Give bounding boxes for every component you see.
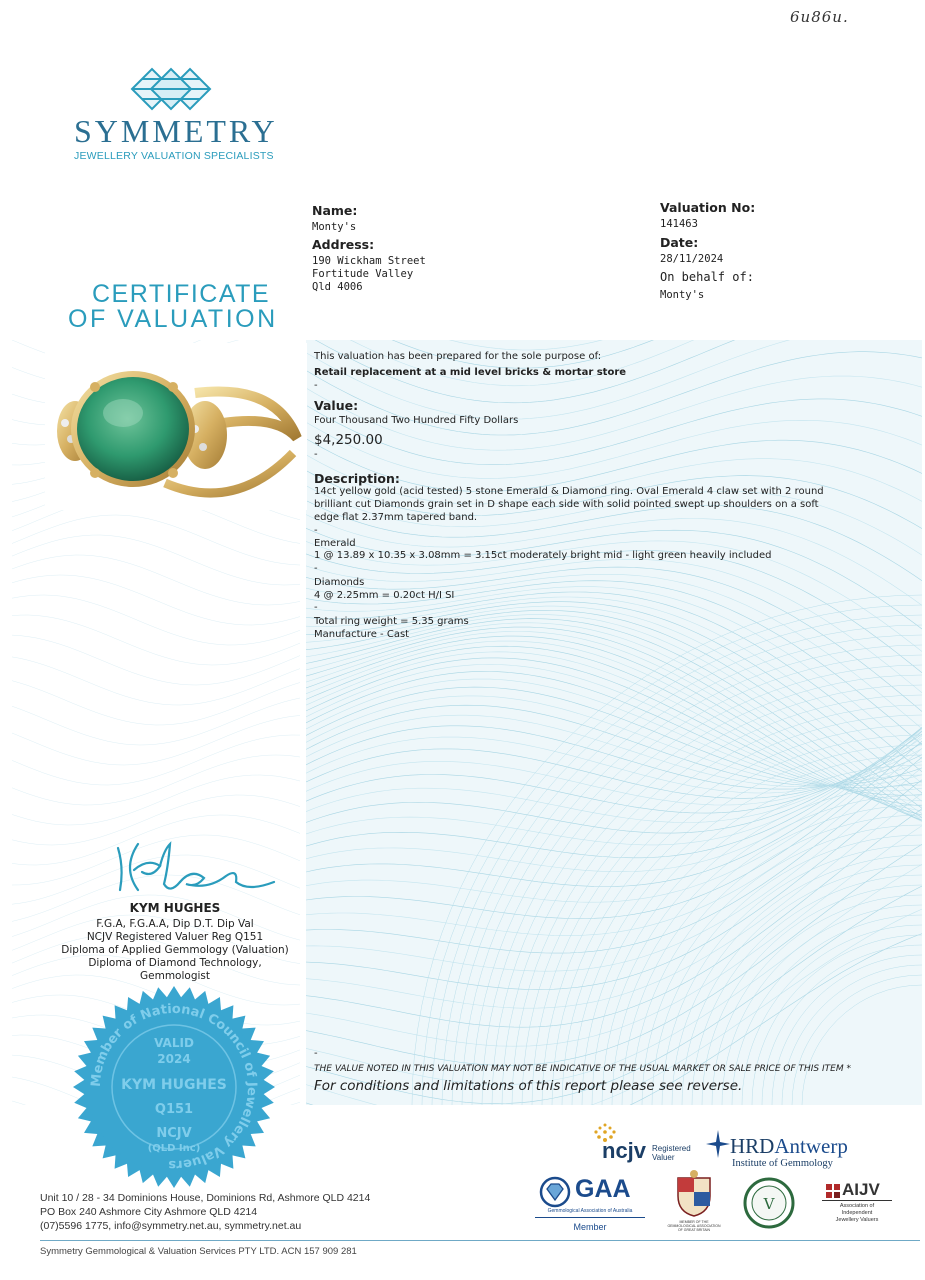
aijv-logo: AIJV Association of Independent Jewellery Valuers <box>822 1180 892 1228</box>
ncjv-seal <box>72 985 276 1189</box>
emerald-detail: 1 @ 13.89 x 10.35 x 3.08mm = 3.15ct moderately bright mid - light green heavily included <box>314 550 772 561</box>
company-line: Symmetry Gemmological & Valuation Services PTY LTD. ACN 157 909 281 <box>40 1246 357 1257</box>
behalf-label: On behalf of: <box>660 270 754 284</box>
value-amount: $4,250.00 <box>314 432 383 448</box>
description-line: edge flat 2.37mm tapered band. <box>314 512 478 523</box>
certificate-subtitle: OF VALUATION <box>68 305 278 333</box>
value-label: Value: <box>314 398 359 413</box>
purpose-text: Retail replacement at a mid level bricks & mortar store <box>314 367 627 378</box>
description-line: 14ct yellow gold (acid tested) 5 stone Emerald & Diamond ring. Oval Emerald 4 claw set with 2 round <box>314 486 824 497</box>
seal-org-sub: (QLD Inc) <box>147 1143 201 1154</box>
address-line: Fortitude Valley <box>312 268 414 280</box>
ring-photo <box>45 343 307 510</box>
gagtl-crest-logo: MEMBER OF THE GEMMOLOGICAL ASSOCIATION OF GREAT BRITAIN <box>666 1170 722 1232</box>
gaa-logo: GAA Gemmological Association of Australia Member <box>535 1172 645 1234</box>
ring-weight: Total ring weight = 5.35 grams <box>314 616 469 627</box>
hrd-star-icon <box>706 1130 730 1158</box>
seal-valid: VALID <box>154 1036 194 1050</box>
footer-contact: (07)5596 1775, info@symmetry.net.au, symmetry.net.au <box>40 1220 302 1232</box>
diamond-detail: 4 @ 2.25mm = 0.20ct H/I SI <box>314 590 455 601</box>
emerald-heading: Emerald <box>314 538 356 549</box>
crest-icon <box>672 1170 716 1218</box>
description-line: brilliant cut Diamonds grain set in D shape each side with solid pointed swept up shoulders on a soft <box>314 499 819 510</box>
address-label: Address: <box>312 237 375 252</box>
signer-credential: Diploma of Diamond Technology, <box>88 957 262 969</box>
conditions-text: For conditions and limitations of this report please see reverse. <box>314 1078 743 1094</box>
name-label: Name: <box>312 203 358 218</box>
security-pattern-panel <box>306 340 922 1105</box>
seal-org: NCJV <box>156 1126 192 1141</box>
seal-year: 2024 <box>157 1052 191 1066</box>
address-line: 190 Wickham Street <box>312 255 426 267</box>
diamond-heading: Diamonds <box>314 577 365 588</box>
hrd-antwerp-logo: HRDAntwerp Institute of Gemmology <box>706 1130 866 1170</box>
separator: - <box>314 525 318 536</box>
footer-divider <box>40 1240 920 1241</box>
valuation-date: 28/11/2024 <box>660 253 724 265</box>
separator: - <box>314 1048 318 1059</box>
client-name: Monty's <box>312 221 357 233</box>
date-label: Date: <box>660 235 699 250</box>
seal-name: KYM HUGHES <box>121 1077 227 1093</box>
symmetry-logo-icon <box>130 66 212 112</box>
valuation-number-label: Valuation No: <box>660 200 756 215</box>
certificate-title: CERTIFICATE <box>92 280 271 308</box>
separator: - <box>314 380 318 391</box>
signature <box>108 838 278 904</box>
brand-tagline: JEWELLERY VALUATION SPECIALISTS <box>74 150 274 162</box>
manufacture: Manufacture - Cast <box>314 629 410 640</box>
behalf-value: Monty's <box>660 289 705 301</box>
handwritten-note: 6u86u. <box>790 8 849 26</box>
value-words: Four Thousand Two Hundred Fifty Dollars <box>314 415 519 426</box>
address-line: Qld 4006 <box>312 281 363 293</box>
footer-po-box: PO Box 240 Ashmore City Ashmore QLD 4214 <box>40 1206 258 1218</box>
separator: - <box>314 563 318 574</box>
signer-credential: NCJV Registered Valuer Reg Q151 <box>86 931 264 943</box>
gaa-gem-icon <box>539 1176 571 1208</box>
separator: - <box>314 449 318 460</box>
valuers-round-seal <box>743 1177 795 1229</box>
disclaimer-text: THE VALUE NOTED IN THIS VALUATION MAY NOT BE INDICATIVE OF THE USUAL MARKET OR SALE PRICE OF THIS ITEM * <box>314 1064 851 1074</box>
seal-reg: Q151 <box>154 1102 194 1117</box>
description-label: Description: <box>314 471 400 486</box>
purpose-intro: This valuation has been prepared for the sole purpose of: <box>314 351 602 362</box>
brand-name: SYMMETRY <box>74 113 278 149</box>
aijv-grid-icon <box>826 1184 840 1198</box>
seal-ring-text: Member of National Council of Jewellery Valuers <box>88 1001 260 1173</box>
ncjv-logo: ncjv Registered Valuer <box>592 1122 702 1166</box>
signer-credential: F.G.A, F.G.A.A, Dip D.T. Dip Val <box>96 918 254 930</box>
valuers-v-icon <box>743 1177 795 1229</box>
signer-credential: Diploma of Applied Gemmology (Valuation) <box>61 944 289 956</box>
valuation-number: 141463 <box>660 218 698 230</box>
separator: - <box>314 602 318 613</box>
signer-name: KYM HUGHES <box>129 901 221 915</box>
signer-credential: Gemmologist <box>140 970 210 982</box>
svg-text:V: V <box>763 1195 775 1213</box>
footer-address: Unit 10 / 28 - 34 Dominions House, Dominions Rd, Ashmore QLD 4214 <box>40 1192 371 1204</box>
